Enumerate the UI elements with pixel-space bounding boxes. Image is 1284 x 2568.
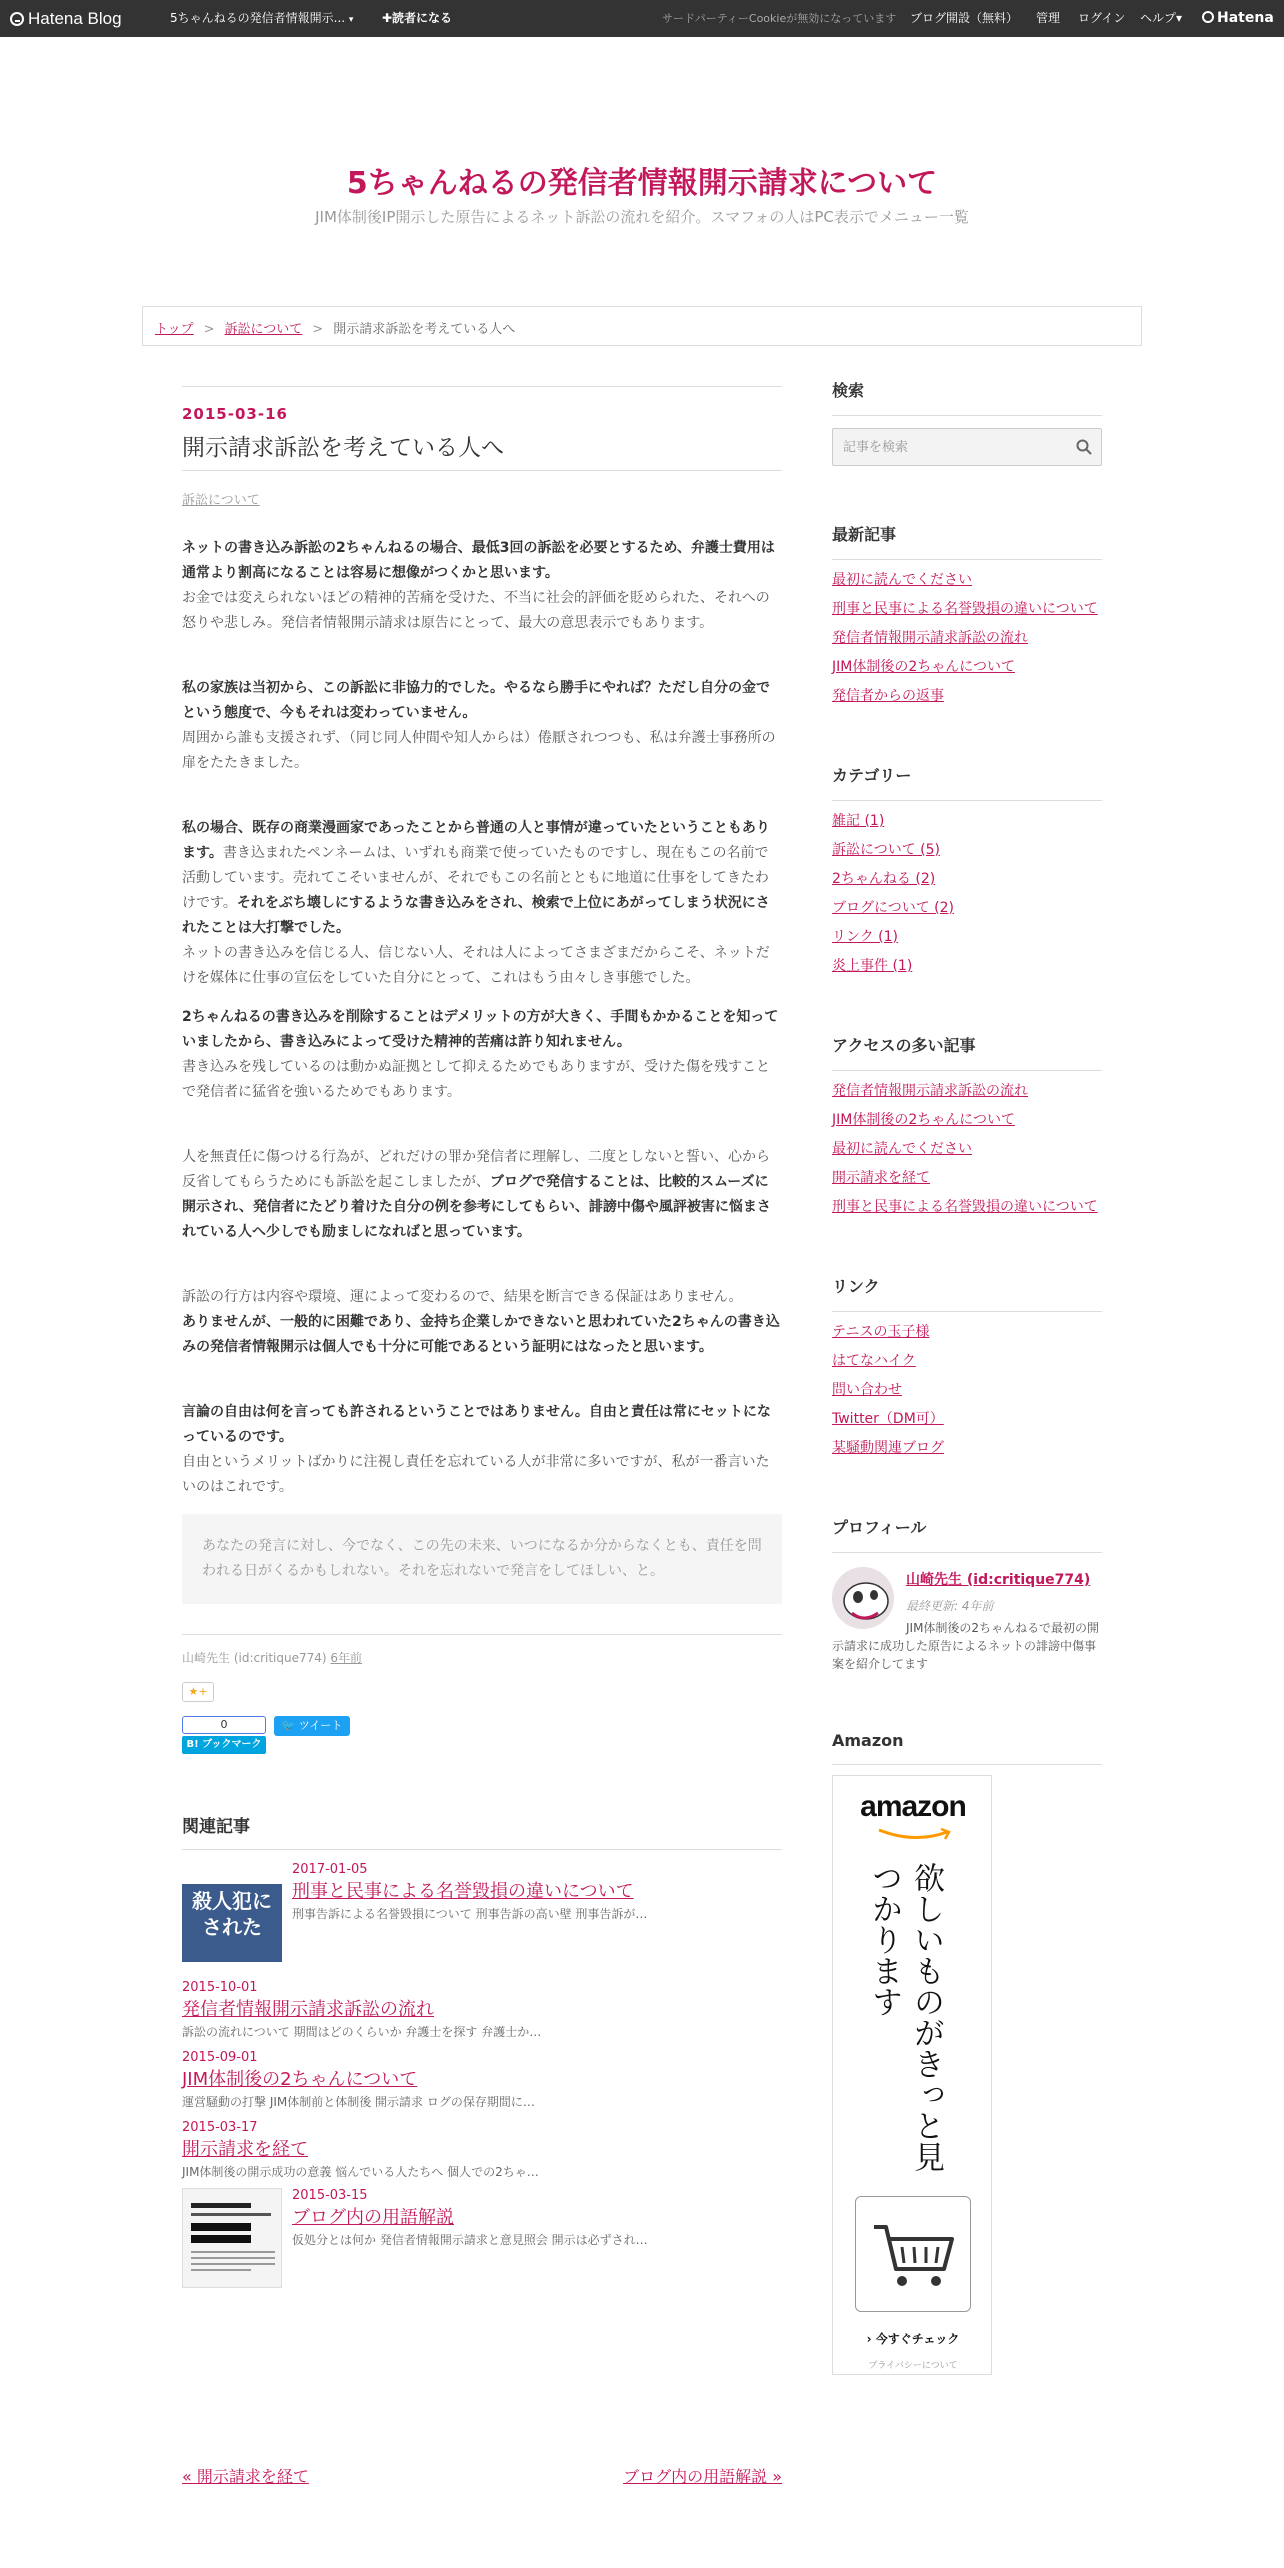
related-entry-date[interactable]: 2015-10-01 [182, 1980, 258, 1995]
related-entry[interactable] [182, 1862, 782, 1964]
hatena-icon [1202, 11, 1214, 23]
cart-button[interactable] [855, 2196, 971, 2312]
entry-footer-author [182, 1634, 782, 1666]
search-input[interactable] [833, 429, 1101, 465]
breadcrumb [142, 306, 1142, 346]
subscribe-button[interactable]: ✚読者になる [382, 11, 453, 25]
blog-title[interactable]: 5ちゃんねるの発信者情報開示請求について [346, 166, 938, 201]
author-name[interactable]: 山崎先生 (id:critique774) [182, 1651, 327, 1665]
external-link[interactable]: テニスの玉子様 [832, 1324, 930, 1340]
related-entry-title[interactable]: JIM体制後の2ちゃんについて [182, 2069, 418, 2090]
entry-time-link[interactable]: 6年前 [330, 1651, 363, 1665]
category-link[interactable]: ブログについて (2) [832, 900, 955, 916]
chevron-down-icon: ▾ [348, 15, 354, 25]
blog-name-menu[interactable]: 5ちゃんねるの発信者情報開示... ▾ [170, 11, 354, 25]
profile-description: JIM体制後の2ちゃんねるで最初の開示請求に成功した原告によるネットの誹謗中傷事案を紹介してます [832, 1621, 1099, 1671]
twitter-icon: 🐦 [281, 1719, 296, 1732]
recent-entries-title: 最新記事 [832, 522, 1102, 560]
recent-entry-link[interactable]: JIM体制後の2ちゃんについて [832, 659, 1015, 675]
category-link[interactable]: 炎上事件 (1) [832, 958, 913, 974]
privacy-link[interactable]: プライバシーについて [868, 2361, 958, 2371]
help-menu[interactable]: ヘルプ▾ [1140, 11, 1183, 25]
hatena-bookmark-count[interactable]: 0 [182, 1716, 266, 1734]
breadcrumb-top-link[interactable]: トップ [155, 322, 194, 337]
admin-link[interactable]: 管理 [1036, 11, 1061, 25]
amazon-logo: amazon [860, 1790, 966, 1823]
category-link[interactable]: 訴訟について (5) [832, 842, 941, 858]
entry-blockquote: あなたの発言に対し、今でなく、この先の未来、いつになるか分からなくとも、責任を問われる日がくるかもしれない。それを忘れないで発言をしてほしい、と。 [182, 1514, 782, 1604]
recent-entry-link[interactable]: 刑事と民事による名誉毀損の違いについて [832, 601, 1098, 617]
blog-description: JIM体制後IP開示した原告によるネット訴訟の流れを紹介。スマフォの人はPC表示でメニュー一覧 [315, 208, 969, 226]
related-entry-snippet: 刑事告訴による名誉毀損について 刑事告訴の高い壁 刑事告訴が… [292, 1907, 648, 1921]
top-navigation-bar [0, 0, 1284, 37]
links-module-title: リンク [832, 1274, 1102, 1312]
category-link[interactable]: リンク (1) [832, 929, 899, 945]
external-link[interactable]: 某騒動関連ブログ [832, 1440, 944, 1456]
related-entry[interactable] [182, 2120, 782, 2180]
category-list [832, 811, 1102, 977]
cookie-notice: サードパーティーCookieが無効になっています [662, 12, 897, 25]
amazon-module-title: Amazon [832, 1731, 1102, 1765]
popular-entries-title: アクセスの多い記事 [832, 1033, 1102, 1071]
add-star-button[interactable] [182, 1682, 214, 1702]
links-list [832, 1322, 1102, 1459]
recent-entry-link[interactable]: 発信者からの返事 [832, 688, 944, 704]
entry-paragraph: 言論の自由は何を言っても許されるということではありません。自由と責任は常にセットになっているのです。 自由というメリットばかりに注視し責任を忘れている人が非常に多いですが、私が一番言いたいのはこれです。 [182, 1404, 771, 1495]
popular-entry-link[interactable]: 発信者情報開示請求訴訟の流れ [832, 1083, 1028, 1099]
entry-paragraph: 訴訟の行方は内容や環境、運によって変わるので、結果を断言できる保証はありません。 ありませんが、一般的に困難であり、金持ち企業しかできないと思われていた2ちゃんの書き込みの発信者情報開示は個人でも十分に可能であるという証明にはなったと思います。 [182, 1289, 780, 1355]
related-entry-snippet: 運営騒動の打撃 JIM体制前と体制後 開示請求 ログの保存期間に… [182, 2095, 535, 2109]
related-entry-date[interactable]: 2015-03-15 [292, 2188, 368, 2203]
related-entry-title[interactable]: 刑事と民事による名誉毀損の違いについて [292, 1881, 634, 1902]
related-entry-thumbnail[interactable] [182, 2188, 282, 2288]
related-entry-date[interactable]: 2015-09-01 [182, 2050, 258, 2065]
breadcrumb-current: 開示請求訴訟を考えている人へ [333, 322, 516, 337]
related-entry-date[interactable]: 2017-01-05 [292, 1862, 368, 1877]
entry-category-link[interactable]: 訴訟について [182, 493, 260, 508]
hatena-blog-icon [10, 12, 24, 26]
external-link[interactable]: 問い合わせ [832, 1382, 902, 1398]
search-box [832, 428, 1102, 466]
login-link[interactable]: ログイン [1078, 11, 1126, 25]
thumbnail-caption: 殺人犯にされた [192, 1889, 272, 1939]
open-blog-link[interactable]: ブログ開設（無料） [910, 11, 1019, 25]
share-buttons [182, 1716, 782, 1756]
popular-entry-link[interactable]: JIM体制後の2ちゃんについて [832, 1112, 1015, 1128]
external-link[interactable]: はてなハイク [832, 1353, 916, 1369]
tweet-button[interactable]: 🐦 ツイート [274, 1716, 350, 1736]
popular-entry-link[interactable]: 刑事と民事による名誉毀損の違いについて [832, 1199, 1098, 1215]
popular-entries-list [832, 1081, 1102, 1218]
entry-paragraph: 私の家族は当初から、この訴訟に非協力的でした。やるなら勝手にやれば？ただし自分の金でという態度で、今もそれは変わっていません。 周囲から誰も支援されず、（同じ同人仲間や知人からは）倦厭されつつも、私は弁護士事務所の扉をたたきました。 [182, 680, 776, 771]
related-entry[interactable] [182, 1980, 782, 2040]
star-icon: ★+ [188, 1685, 208, 1698]
hatena-logo[interactable]: Hatena [1202, 0, 1274, 37]
entry-paragraph: 2ちゃんねるの書き込みを削除することはデメリットの方が大きく、手間もかかることを知っていましたから、書き込みによって受けた精神的苦痛は許り知れません。 書き込みを残しているのは動かぬ証拠として抑えるためでもありますが、受けた傷を残すことで発信者に猛省を強いるためでもあります。 [182, 1009, 779, 1100]
amazon-ad-banner[interactable] [832, 1775, 992, 2375]
external-link[interactable]: Twitter（DM可） [832, 1411, 944, 1427]
profile-name-link[interactable]: 山崎先生 (id:critique774) [906, 1572, 1091, 1588]
related-entry-title[interactable]: 発信者情報開示請求訴訟の流れ [182, 1999, 434, 2020]
recent-entries-list [832, 570, 1102, 707]
entry-date[interactable]: 2015-03-16 [182, 405, 288, 423]
sidebar [832, 378, 1102, 2375]
entry-title[interactable]: 開示請求訴訟を考えている人へ [182, 429, 782, 471]
hatena-bookmark-button[interactable]: B! ブックマーク [182, 1736, 266, 1754]
amazon-tagline: 欲しいものがきっと見つかります [866, 1862, 944, 2172]
chevron-right-icon: › [866, 2332, 872, 2346]
related-entry-title[interactable]: 開示請求を経て [182, 2139, 308, 2160]
next-entry-link[interactable]: ブログ内の用語解説 » [623, 2467, 782, 2486]
related-entry[interactable] [182, 2050, 782, 2110]
entry-paragraph: 私の場合、既存の商業漫画家であったことから普通の人と事情が違っていたということもあります。書き込まれたペンネームは、いずれも商業で使っていたものですし、現在もこの名前で活動しています。売れてこそいませんが、それでもこの名前とともに地道に仕事をしてきたわけです。それをぶち壊しにするような書き込みをされ、検索で上位にあがってしまう状況にされたことは大打撃でした。 ネットの書き込みを信じる人、信じない人、それは人によってさまざまだからこそ、ネットだけを媒体に仕事の宣伝をしていた自分にとって、これはもう由々しき事態でした。 [182, 820, 770, 986]
related-entry-thumbnail[interactable] [182, 1862, 282, 1962]
profile-last-updated: 最終更新: 4年前 [906, 1599, 994, 1613]
recent-entry-link[interactable]: 最初に読んでください [832, 572, 972, 588]
category-module-title: カテゴリー [832, 763, 1102, 801]
breadcrumb-separator: > [312, 322, 324, 337]
recent-entry-link[interactable]: 発信者情報開示請求訴訟の流れ [832, 630, 1028, 646]
main-content [182, 386, 782, 2290]
category-link[interactable]: 雑記 (1) [832, 813, 885, 829]
profile-module-title: プロフィール [832, 1515, 1102, 1553]
shopping-cart-icon [856, 2197, 972, 2313]
popular-entry-link[interactable]: 開示請求を経て [832, 1170, 930, 1186]
amazon-smile-icon [877, 1828, 953, 1842]
hatena-blog-logo[interactable]: Hatena Blog [10, 0, 122, 37]
breadcrumb-separator: > [203, 322, 215, 337]
related-entry-date[interactable]: 2015-03-17 [182, 2120, 258, 2135]
related-entry-title[interactable]: ブログ内の用語解説 [292, 2207, 454, 2228]
previous-entry-link[interactable]: « 開示請求を経て [182, 2467, 309, 2486]
entry-paragraph: 人を無責任に傷つける行為が、どれだけの罪か発信者に理解し、二度としないと誓い、心から反省してもらうためにも訴訟を起こしましたが、ブログで発信することは、比較的スムーズに開示され、発信者にたどり着けた自分の例を参考にしてもらい、誹謗中傷や風評被害に悩まされている人へ少しでも励ましになればと思っています。 [182, 1149, 771, 1240]
check-now-link[interactable]: › 今すぐチェック [866, 2332, 960, 2346]
search-module-title: 検索 [832, 378, 1102, 416]
related-entry-snippet: JIM体制後の開示成功の意義 悩んでいる人たちへ 個人での2ちゃ… [182, 2165, 539, 2179]
related-entry-snippet: 訴訟の流れについて 期間はどのくらいか 弁護士を探す 弁護士か… [182, 2025, 542, 2039]
related-entry[interactable] [182, 2188, 782, 2290]
breadcrumb-category-link[interactable]: 訴訟について [224, 322, 303, 337]
category-link[interactable]: 2ちゃんねる (2) [832, 871, 936, 887]
search-icon[interactable] [1075, 438, 1093, 456]
related-entries-heading: 関連記事 [182, 1812, 782, 1850]
related-entry-snippet: 仮処分とは何か 発信者情報開示請求と意見照会 開示は必ずされ… [292, 2233, 648, 2247]
popular-entry-link[interactable]: 最初に読んでください [832, 1141, 972, 1157]
profile-card [832, 1567, 1102, 1685]
entry-paragraph: ネットの書き込み訴訟の2ちゃんねるの場合、最低3回の訴訟を必要とするため、弁護士費用は通常より割高になることは容易に想像がつくかと思います。 お金では変えられないほどの精神的苦痛を受けた、不当に社会的評価を貶められた、それへの怒りや悲しみ。発信者情報開示請求は原告にとって、最大の意思表示でもあります。 [182, 540, 775, 631]
